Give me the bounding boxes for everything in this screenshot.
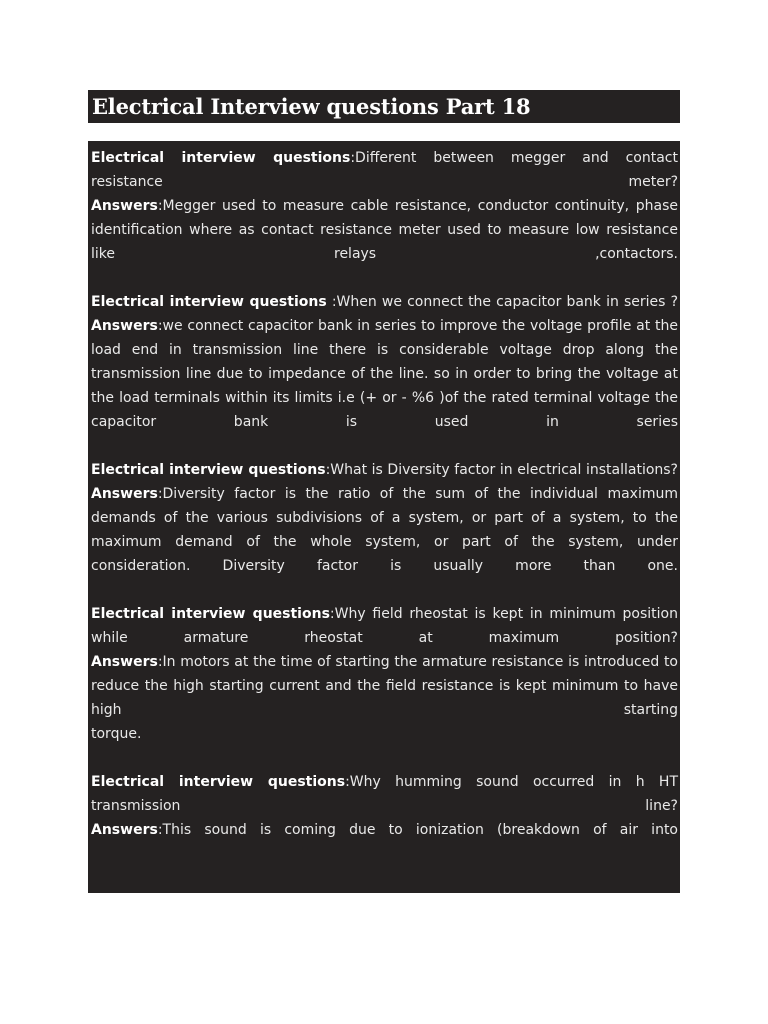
- answer-3: [91, 482, 678, 578]
- spacer: [91, 434, 678, 458]
- answer-text: :Diversity factor is the ratio of the sum of the individual maximum demands of the various subdivisions of a system, or part of a system, to the maximum demand of the whole system, or part of the system, under consideration. Diversity factor is usually more than one.: [91, 486, 678, 574]
- question-label: Electrical interview questions: [91, 774, 346, 790]
- question-3: [91, 458, 678, 482]
- answer-4: [91, 650, 678, 722]
- answer-label: Answers: [91, 486, 158, 502]
- question-text: :Different between megger and contact resistance meter?: [91, 150, 678, 190]
- question-text: :Why humming sound occurred in h HT transmission line?: [91, 774, 678, 814]
- question-2: [91, 290, 678, 314]
- spacer: [91, 578, 678, 602]
- question-4: [91, 602, 678, 650]
- answer-1: [91, 194, 678, 266]
- answer-text: :This sound is coming due to ionization (breakdown of air into: [157, 822, 678, 838]
- question-label: Electrical interview questions: [91, 294, 327, 310]
- question-label: Electrical interview questions: [91, 462, 326, 478]
- page-title: Electrical Interview questions Part 18: [92, 94, 531, 119]
- answer-2: [91, 314, 678, 434]
- spacer: [91, 266, 678, 290]
- question-1: [91, 146, 678, 194]
- question-text: :What is Diversity factor in electrical installations?: [325, 462, 678, 478]
- answer-text: :Megger used to measure cable resistance, conductor continuity, phase identification where as contact resistance meter used to measure low resistance like relays ,contactors.: [91, 198, 678, 262]
- question-5: [91, 770, 678, 818]
- spacer: [91, 746, 678, 770]
- qa-content-panel: [88, 141, 680, 893]
- answer-5: [91, 818, 678, 842]
- answer-label: Answers: [91, 654, 158, 670]
- question-label: Electrical interview questions: [91, 150, 351, 166]
- question-label: Electrical interview questions: [91, 606, 330, 622]
- title-bar: [88, 90, 680, 123]
- answer-4-tail: torque.: [91, 726, 142, 742]
- answer-text: :In motors at the time of starting the armature resistance is introduced to reduce the high starting current and the field resistance is kept minimum to have high starting: [91, 654, 678, 718]
- answer-label: Answers: [91, 198, 158, 214]
- answer-label: Answers: [91, 318, 158, 334]
- answer-label: Answers: [91, 822, 158, 838]
- question-text: :Why field rheostat is kept in minimum position while armature rheostat at maximum position?: [91, 606, 678, 646]
- question-text: :When we connect the capacitor bank in series ?: [326, 294, 679, 310]
- answer-text: :we connect capacitor bank in series to improve the voltage profile at the load end in transmission line there is considerable voltage drop along the transmission line due to impedance of the line. so in order to bring the voltage at the load terminals within its limits i.e (+ or - %6 )of the rated terminal voltage the capacitor bank is used in series: [91, 318, 678, 430]
